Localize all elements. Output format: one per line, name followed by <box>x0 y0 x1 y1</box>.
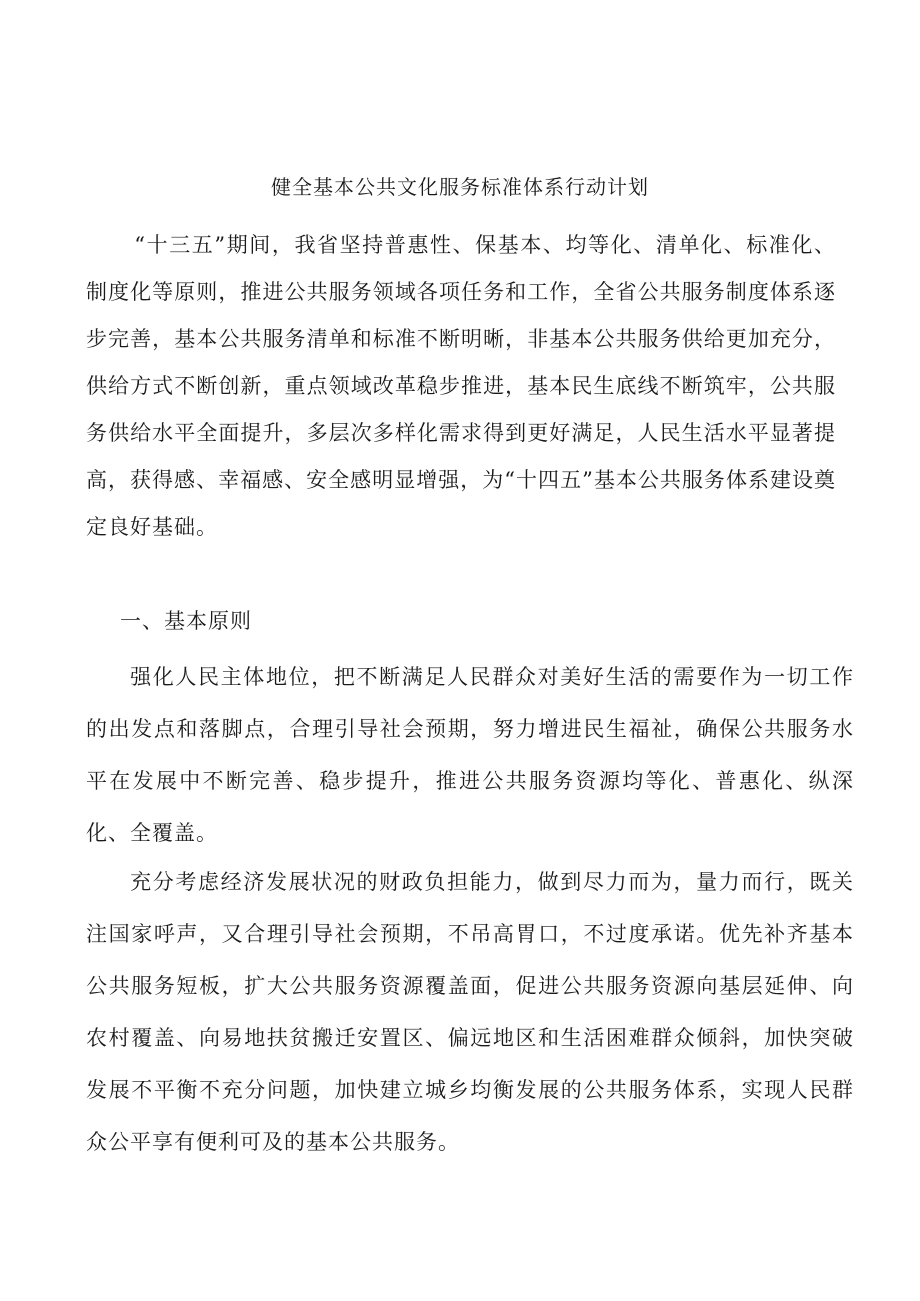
body-paragraph: 充分考虑经济发展状况的财政负担能力，做到尽力而为，量力而行，既关注国家呼声，又合理引导社会预期，不吊高胃口，不过度承诺。优先补齐基本公共服务短板，扩大公共服务资源覆盖面，促进公共服务资源向基层延伸、向农村覆盖、向易地扶贫搬迁安置区、偏远地区和生活困难群众倾斜，加快突破发展不平衡不充分问题，加快建立城乡均衡发展的公共服务体系，实现人民群众公平享有便利可及的基本公共服务。 <box>86 870 854 1154</box>
intro-paragraph: “十三五”期间，我省坚持普惠性、保基本、均等化、清单化、标准化、制度化等原则，推进公共服务领域各项任务和工作，全省公共服务制度体系逐步完善，基本公共服务清单和标准不断明晰，非基本公共服务供给更加充分，供给方式不断创新，重点领域改革稳步推进，基本民生底线不断筑牢，公共服务供给水平全面提升，多层次多样化需求得到更好满足，人民生活水平显著提高，获得感、幸福感、安全感明显增强，为“十四五”基本公共服务体系建设奠定良好基础。 <box>86 233 836 539</box>
section-heading: 一、基本原则 <box>120 609 252 633</box>
document-title: 健全基本公共文化服务标准体系行动计划 <box>271 175 649 199</box>
body-paragraph: 强化人民主体地位，把不断满足人民群众对美好生活的需要作为一切工作的出发点和落脚点，合理引导社会预期，努力增进民生福祉，确保公共服务水平在发展中不断完善、稳步提升，推进公共服务资源均等化、普惠化、纵深化、全覆盖。 <box>86 665 854 845</box>
